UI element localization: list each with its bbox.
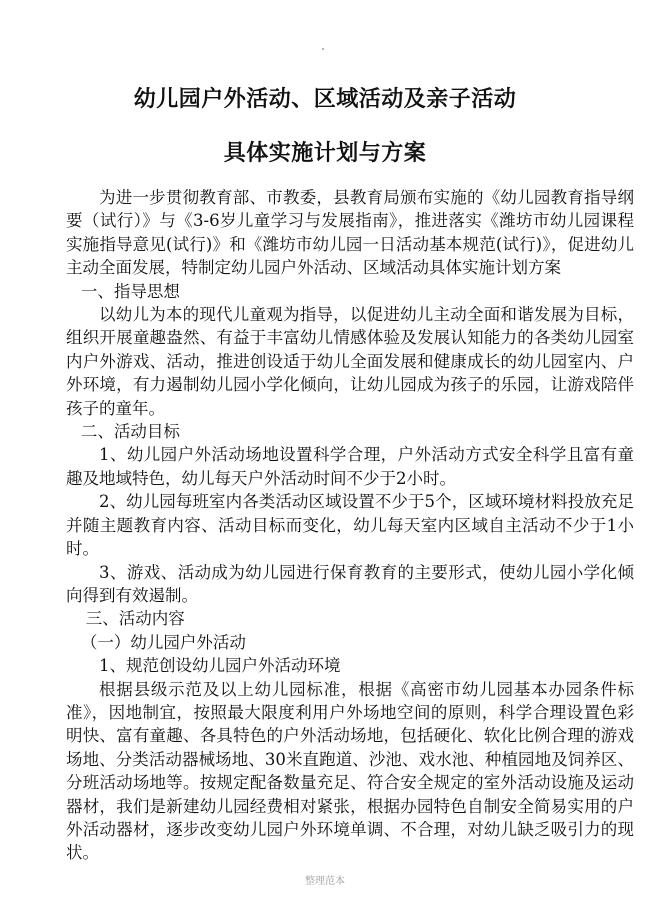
subsection-heading-outdoor: （一）幼儿园户外活动 bbox=[80, 632, 246, 652]
document-title-line2: 具体实施计划与方案 bbox=[223, 140, 427, 166]
document-body bbox=[66, 186, 634, 865]
goal-item-3: 3、游戏、活动成为幼儿园进行保育教育的主要形式，使幼儿园小学化倾向得到有效遏制。 bbox=[66, 562, 634, 605]
section-heading-content: 三、活动内容 bbox=[85, 609, 185, 629]
section-heading-guiding-thought: 一、指导思想 bbox=[80, 281, 180, 301]
page-footer: 整理范本 bbox=[305, 876, 345, 887]
environment-paragraph: 根据县级示范及以上幼儿园标准，根据《高密市幼儿园基本办园条件标准》，因地制宜，按照最大限度利用户外场地空间的原则，科学合理设置色彩明快、富有童趣、各具特色的户外活动场地，包括硬化、软化比例合理的游戏场地、分类活动器械场地、30米直跑道、沙池、戏水池、种植园地及饲养区、分班活动场地等。按规定配备数量充足、符合安全规定的室外活动设施及运动器材，我们是新建幼儿园经费相对紧张，根据办园特色自制安全简易实用的户外活动器材，逐步改变幼儿园户外环境单调、不合理，对幼儿缺乏吸引力的现状。 bbox=[66, 679, 634, 863]
intro-paragraph: 为进一步贯彻教育部、市教委，县教育局颁布实施的《幼儿园教育指导纲要（试行）》与《3-6岁儿童学习与发展指南》，推进落实《潍坊市幼儿园课程实施指导意见(试行)》和《潍坊市幼儿园一日活动基本规范(试行)》，促进幼儿主动全面发展，特制定幼儿园户外活动、区域活动具体实施计划方案 bbox=[66, 188, 634, 278]
document-title-line1: 幼儿园户外活动、区域活动及亲子活动 bbox=[133, 86, 517, 112]
goal-item-1: 1、幼儿园户外活动场地设置科学合理，户外活动方式安全科学且富有童趣及地域特色，幼儿每天户外活动时间不少于2小时。 bbox=[66, 445, 634, 488]
goal-item-2: 2、幼儿园每班室内各类活动区域设置不少于5个，区域环境材料投放充足并随主题教育内容、活动目标而变化，幼儿每天室内区域自主活动不少于1小时。 bbox=[66, 492, 634, 559]
page-marker-dot bbox=[322, 48, 324, 50]
subsection-item-environment: 1、规范创设幼儿园户外活动环境 bbox=[99, 656, 341, 676]
section-heading-goals: 二、活动目标 bbox=[80, 422, 180, 442]
guiding-thought-paragraph: 以幼儿为本的现代儿童观为指导，以促进幼儿主动全面和谐发展为目标，组织开展童趣盎然、有益于丰富幼儿情感体验及发展认知能力的各类幼儿园室内户外游戏、活动，推进创设适于幼儿全面发展和健康成长的幼儿园室内、户外环境，有力遏制幼儿园小学化倾向，让幼儿园成为孩子的乐园，让游戏陪伴孩子的童年。 bbox=[66, 305, 634, 418]
